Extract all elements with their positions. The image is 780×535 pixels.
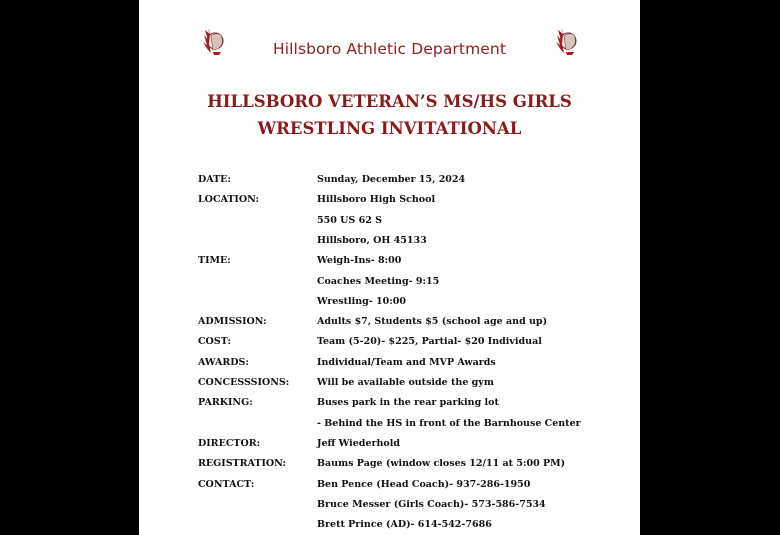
detail-value: Buses park in the rear parking lot <box>317 397 499 409</box>
detail-row <box>139 190 640 210</box>
detail-value: Individual/Team and MVP Awards <box>317 356 496 368</box>
detail-label: PARKING: <box>198 397 253 409</box>
detail-row <box>139 475 640 495</box>
detail-value: Bruce Messer (Girls Coach)- 573-586-7534 <box>317 498 546 510</box>
detail-row <box>139 414 640 434</box>
detail-label: REGISTRATION: <box>198 458 287 470</box>
department-name: Hillsboro Athletic Department <box>272 40 507 58</box>
detail-value: Weigh-Ins- 8:00 <box>317 255 402 267</box>
detail-value: Hillsboro High School <box>317 194 436 206</box>
detail-value: 550 US 62 S <box>317 214 382 226</box>
event-title-line2: WRESTLING INVITATIONAL <box>257 119 522 138</box>
detail-label: DIRECTOR: <box>198 437 261 449</box>
detail-value: Sunday, December 15, 2024 <box>317 174 466 185</box>
detail-row <box>139 272 640 292</box>
detail-row <box>139 454 640 474</box>
detail-row <box>139 373 640 393</box>
detail-value: Coaches Meeting- 9:15 <box>317 275 440 287</box>
detail-value: Brett Prince (AD)- 614-542-7686 <box>317 519 492 531</box>
detail-value: Baums Page (window closes 12/11 at 5:00 PM) <box>317 458 566 470</box>
detail-row <box>139 312 640 332</box>
detail-row <box>139 251 640 271</box>
detail-value: Hillsboro, OH 45133 <box>317 234 427 246</box>
detail-row <box>139 170 640 190</box>
detail-value: Ben Pence (Head Coach)- 937-286-1950 <box>317 478 531 490</box>
detail-row <box>139 231 640 251</box>
event-title <box>139 88 640 142</box>
detail-row <box>139 434 640 454</box>
detail-value: Jeff Wiederhold <box>317 437 400 449</box>
detail-label: LOCATION: <box>198 194 260 206</box>
detail-label: ADMISSION: <box>198 316 267 328</box>
detail-label: COST: <box>198 336 231 348</box>
detail-value: Will be available outside the gym <box>317 377 494 388</box>
detail-row <box>139 495 640 515</box>
detail-value: Adults $7, Students $5 (school age and up) <box>317 316 548 328</box>
detail-row <box>139 393 640 413</box>
detail-row <box>139 211 640 231</box>
detail-label: AWARDS: <box>198 356 249 368</box>
detail-row <box>139 332 640 352</box>
detail-row <box>139 515 640 535</box>
detail-row <box>139 353 640 373</box>
detail-label: CONTACT: <box>198 478 255 490</box>
detail-value: - Behind the HS in front of the Barnhouse Center <box>317 417 581 429</box>
detail-value: Team (5-20)- $225, Partial- $20 Individual <box>317 336 542 348</box>
detail-label: TIME: <box>198 255 231 267</box>
flyer-page <box>139 0 640 535</box>
detail-row <box>139 292 640 312</box>
event-title-line1: HILLSBORO VETERAN’S MS/HS GIRLS <box>207 92 572 111</box>
detail-label: DATE: <box>198 174 231 185</box>
detail-label: CONCESSSIONS: <box>198 377 290 388</box>
detail-value: Wrestling- 10:00 <box>317 295 406 307</box>
